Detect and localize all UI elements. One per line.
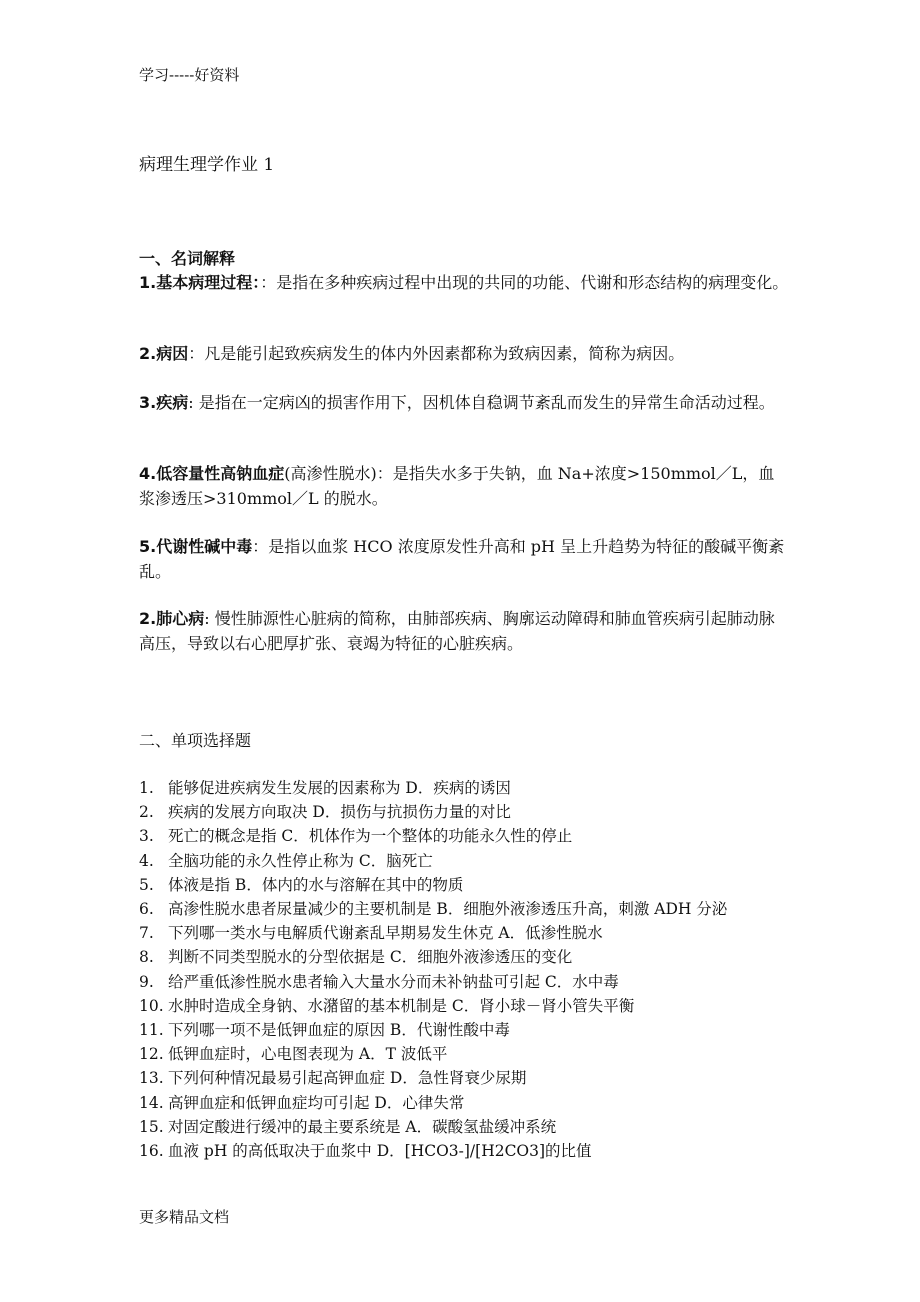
question-number: 4.: [139, 851, 154, 870]
definition-term: 2.病因: [139, 344, 189, 363]
question-text: 体液是指 B．体内的水与溶解在其中的物质: [168, 875, 464, 894]
page-header: 学习-----好资料: [139, 66, 240, 84]
definition-item: [139, 606, 789, 656]
question-text: 全脑功能的永久性停止称为 C．脑死亡: [168, 851, 433, 870]
question-text: 对固定酸进行缓冲的最主要系统是 A．碳酸氢盐缓冲系统: [168, 1117, 557, 1136]
question-item: [139, 994, 799, 1018]
definition-text: ：凡是能引起致疾病发生的体内外因素都称为致病因素，简称为病因。: [188, 344, 685, 363]
question-number: 1.: [139, 779, 154, 797]
definition-term: 3.疾病: [139, 393, 189, 412]
definition-text: : 慢性肺源性心脏病的简称，由肺部疾病、胸廓运动障碍和肺血管疾病引起肺动脉高压，导致以右心肥厚扩张、衰竭为特征的心脏疾病。: [139, 609, 775, 653]
question-item: [139, 945, 799, 969]
question-item: [139, 824, 799, 848]
question-item: [139, 776, 799, 800]
definition-text: ：是指在多种疾病过程中出现的共同的功能、代谢和形态结构的病理变化。: [260, 273, 789, 292]
section-heading-choices: 二、单项选择题: [139, 731, 252, 750]
question-number: 13.: [139, 1069, 164, 1088]
question-text: 下列哪一类水与电解质代谢紊乱早期易发生休克 A．低渗性脱水: [168, 924, 603, 943]
definition-item: [139, 534, 789, 584]
question-text: 水肿时造成全身钠、水潴留的基本机制是 C．肾小球－肾小管失平衡: [168, 996, 635, 1015]
question-number: 7.: [139, 924, 154, 943]
question-number: 15.: [139, 1117, 164, 1136]
question-text: 能够促进疾病发生发展的因素称为 D．疾病的诱因: [168, 779, 511, 797]
question-text: 死亡的概念是指 C．机体作为一个整体的功能永久性的停止: [168, 827, 573, 846]
question-item: [139, 1115, 799, 1139]
definition-term: 2.肺心病: [139, 609, 205, 628]
definition-text: : 是指在一定病凶的损害作用下，因机体自稳调节紊乱而发生的异常生命活动过程。: [188, 393, 775, 412]
definition-item: [139, 270, 789, 295]
question-text: 给严重低渗性脱水患者输入大量水分而未补钠盐可引起 C．水中毒: [168, 972, 619, 991]
question-item: [139, 970, 799, 994]
document-title: 病理生理学作业 1: [139, 155, 275, 175]
question-item: [139, 873, 799, 897]
section-heading-definitions: 一、名词解释: [139, 249, 236, 268]
question-number: 11.: [139, 1021, 164, 1040]
definition-note: (高渗性脱水): [284, 464, 377, 483]
question-item: [139, 897, 799, 921]
question-text: 下列何种情况最易引起高钾血症 D．急性肾衰少尿期: [168, 1069, 527, 1088]
question-number: 8.: [139, 948, 154, 967]
question-item: [139, 1018, 799, 1042]
definition-item: [139, 341, 789, 366]
definition-text: ：是指失水多于失钠，血 Na+浓度>150mmol／L，血浆渗透压>310mmol／L 的脱水。: [139, 464, 775, 508]
question-number: 10.: [139, 996, 164, 1015]
question-number: 9.: [139, 972, 154, 991]
question-text: 高钾血症和低钾血症均可引起 D．心律失常: [168, 1093, 465, 1112]
question-number: 5.: [139, 875, 154, 894]
question-text: 下列哪一项不是低钾血症的原因 B．代谢性酸中毒: [168, 1021, 510, 1040]
question-item: [139, 849, 799, 873]
question-number: 2.: [139, 803, 154, 822]
definition-item: [139, 461, 789, 511]
question-item: [139, 800, 799, 824]
question-number: 16.: [139, 1142, 164, 1161]
definition-term: 1.基本病理过程：: [139, 273, 261, 292]
question-item: [139, 1139, 799, 1163]
question-item: [139, 1091, 799, 1115]
question-text: 高渗性脱水患者尿量减少的主要机制是 B．细胞外液渗透压升高，刺激 ADH 分泌: [168, 900, 728, 919]
question-item: [139, 921, 799, 945]
definition-item: [139, 390, 789, 415]
page-footer: 更多精品文档: [139, 1208, 230, 1226]
question-item: [139, 1066, 799, 1090]
question-number: 3.: [139, 827, 154, 846]
question-item: [139, 1042, 799, 1066]
question-text: 疾病的发展方向取决 D．损伤与抗损伤力量的对比: [168, 803, 511, 822]
question-number: 12.: [139, 1045, 164, 1064]
question-text: 血液 pH 的高低取决于血浆中 D．[HCO3-]/[H2CO3]的比值: [168, 1142, 592, 1161]
question-number: 14.: [139, 1093, 164, 1112]
definition-text: ：是指以血浆 HCO 浓度原发性升高和 pH 呈上升趋势为特征的酸碱平衡紊乱。: [139, 537, 785, 581]
question-list: [139, 776, 799, 1163]
question-text: 低钾血症时，心电图表现为 A．T 波低平: [168, 1045, 448, 1064]
definition-term: 5.代谢性碱中毒: [139, 537, 253, 556]
question-number: 6.: [139, 900, 154, 919]
definition-term: 4.低容量性高钠血症: [139, 464, 285, 483]
question-text: 判断不同类型脱水的分型依据是 C．细胞外液渗透压的变化: [168, 948, 573, 967]
